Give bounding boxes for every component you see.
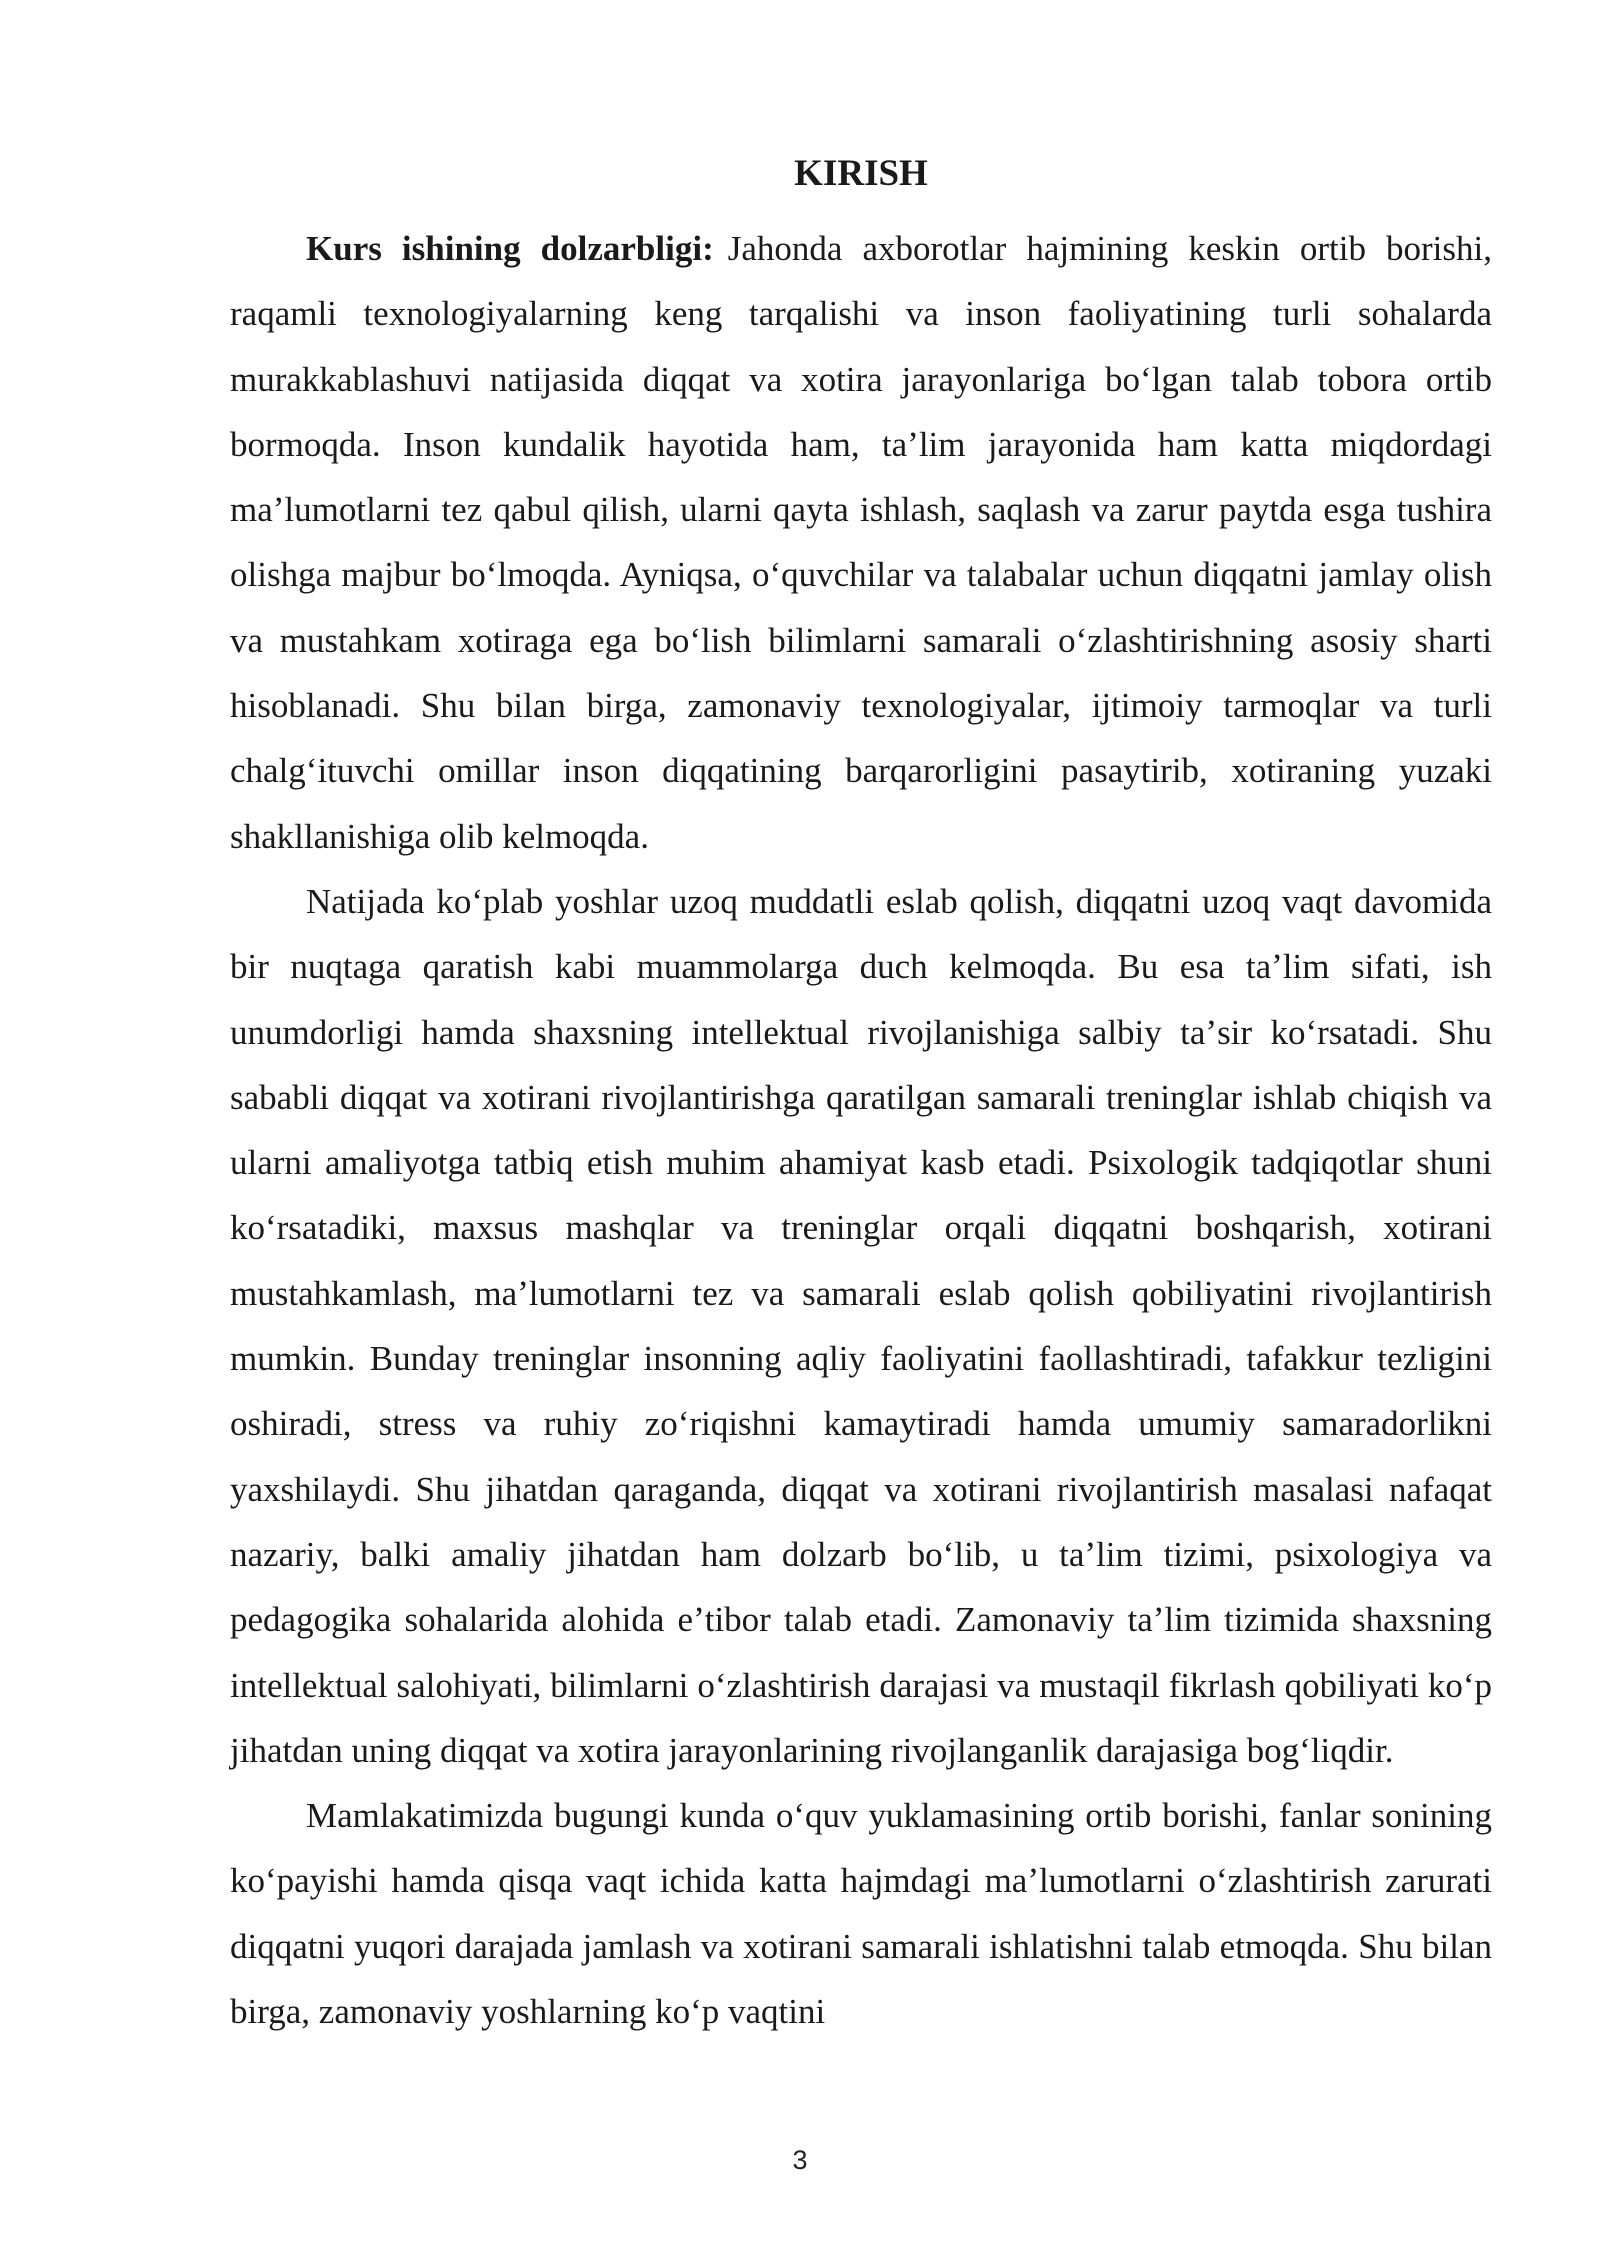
page-number: 3 (792, 2145, 808, 2175)
lead-label: Kurs ishining dolzarbligi: (306, 229, 714, 268)
paragraph-consequences: Natijada koʻplab yoshlar uzoq muddatli eslab qolish, diqqatni uzoq vaqt davomida bir nuqtaga qaratish kabi muammolarga duch kelmoqda. Bu esa taʼlim sifati, ish unumdorligi hamda shaxsning intellektual rivojlanishiga salbiy taʼsir koʻrsatadi. Shu sababli diqqat va xotirani rivojlantirishga qaratilgan samarali treninglar ishlab chiqish va ularni amaliyotga tatbiq etish muhim ahamiyat kasb etadi. Psixologik tadqiqotlar shuni koʻrsatadiki, maxsus mashqlar va treninglar orqali diqqatni boshqarish, xotirani mustahkamlash, maʼlumotlarni tez va samarali eslab qolish qobiliyatini rivojlantirish mumkin. Bunday treninglar insonning aqliy faoliyatini faollashtiradi, tafakkur tezligini oshiradi, stress va ruhiy zoʻriqishni kamaytiradi hamda umumiy samaradorlikni yaxshilaydi. Shu jihatdan qaraganda, diqqat va xotirani rivojlantirish masalasi nafaqat nazariy, balki amaliy jihatdan ham dolzarb boʻlib, u taʼlim tizimi, psixologiya va pedagogika sohalarida alohida eʼtibor talab etadi. Zamonaviy taʼlim tizimida shaxsning intellektual salohiyati, bilimlarni oʻzlashtirish darajasi va mustaqil fikrlash qobiliyati koʻp jihatdan uning diqqat va xotira jarayonlarining rivojlanganlik darajasiga bogʻliqdir. (230, 881, 1492, 1770)
section-heading: KIRISH (794, 153, 928, 194)
document-page (230, 150, 1492, 2044)
paragraph-national-context: Mamlakatimizda bugungi kunda oʻquv yuklamasining ortib borishi, fanlar sonining koʻpayishi hamda qisqa vaqt ichida katta hajmdagi maʼlumotlarni oʻzlashtirish zarurati diqqatni yuqori darajada jamlash va xotirani samarali ishlatishni talab etmoqda. Shu bilan birga, zamonaviy yoshlarning koʻp vaqtini (230, 1796, 1492, 2032)
paragraph-text: Jahonda axborotlar hajmining keskin ortib borishi, raqamli texnologiyalarning keng tarqalishi va inson faoliyatining turli sohalarda murakkablashuvi natijasida diqqat va xotira jarayonlariga boʻlgan talab tobora ortib bormoqda. Inson kundalik hayotida ham, taʼlim jarayonida ham katta miqdordagi maʼlumotlarni tez qabul qilish, ularni qayta ishlash, saqlash va zarur paytda esga tushira olishga majbur boʻlmoqda. Ayniqsa, oʻquvchilar va talabalar uchun diqqatni jamlay olish va mustahkam xotiraga ega boʻlish bilimlarni samarali oʻzlashtirishning asosiy sharti hisoblanadi. Shu bilan birga, zamonaviy texnologiyalar, ijtimoiy tarmoqlar va turli chalgʻituvchi omillar inson diqqatining barqarorligini pasaytirib, xotiraning yuzaki shakllanishiga olib kelmoqda. (230, 229, 1492, 856)
paragraph-relevance (230, 216, 1492, 869)
